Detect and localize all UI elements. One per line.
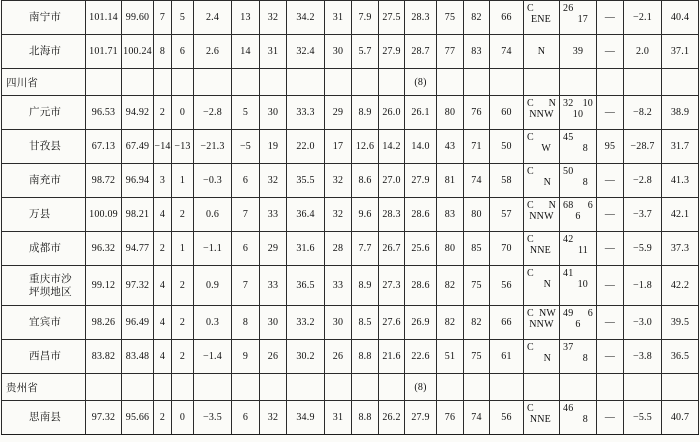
missing-indicator-cell: — [597, 35, 624, 69]
value-cell: 30.2 [287, 340, 325, 374]
wind-speed-cell: 39 [560, 35, 597, 69]
value-cell: 32 [325, 164, 352, 198]
value-cell: −14 [154, 130, 172, 164]
value-cell: 82 [437, 306, 464, 340]
value-cell: 33.2 [287, 306, 325, 340]
city-name-cell: 南充市 [2, 164, 86, 198]
value-cell: 7.9 [352, 1, 379, 35]
max-temperature-cell: 40.4 [662, 1, 699, 35]
value-cell: 33 [260, 266, 287, 306]
value-cell: 95.66 [122, 401, 154, 435]
max-temperature-cell: 37.1 [662, 35, 699, 69]
city-name-cell: 思南县 [2, 401, 86, 435]
value-cell: 27.9 [405, 164, 437, 198]
value-cell: 8.5 [352, 306, 379, 340]
value-cell [352, 69, 379, 96]
value-cell: 94.77 [122, 232, 154, 266]
value-cell [325, 69, 352, 96]
value-cell: 77 [437, 35, 464, 69]
value-cell: 60 [490, 96, 524, 130]
value-cell: 80 [464, 198, 490, 232]
wind-direction-cell: C W [524, 130, 560, 164]
value-cell: 28.6 [405, 198, 437, 232]
missing-indicator-cell: — [597, 340, 624, 374]
value-cell: 25.6 [405, 232, 437, 266]
value-cell [172, 69, 194, 96]
climate-data-table [1, 0, 699, 435]
missing-indicator-cell: 95 [597, 130, 624, 164]
value-cell: 97.32 [122, 266, 154, 306]
value-cell [490, 374, 524, 401]
min-temperature-cell [624, 374, 662, 401]
value-cell: (8) [405, 374, 437, 401]
value-cell: 2.6 [194, 35, 232, 69]
value-cell: 83.82 [86, 340, 122, 374]
value-cell [232, 69, 260, 96]
value-cell: 6 [232, 232, 260, 266]
value-cell: 27.3 [379, 266, 405, 306]
value-cell: 0.6 [194, 198, 232, 232]
value-cell: 2 [154, 96, 172, 130]
min-temperature-cell: −5.5 [624, 401, 662, 435]
value-cell: 28.3 [405, 1, 437, 35]
value-cell: 26 [325, 340, 352, 374]
value-cell: 34.9 [287, 401, 325, 435]
value-cell: 33 [325, 266, 352, 306]
value-cell: −5 [232, 130, 260, 164]
value-cell: 6 [172, 35, 194, 69]
max-temperature-cell: 37.3 [662, 232, 699, 266]
min-temperature-cell [624, 69, 662, 96]
value-cell: 26.1 [405, 96, 437, 130]
value-cell: 8 [232, 306, 260, 340]
value-cell: 2 [172, 266, 194, 306]
value-cell: 7.7 [352, 232, 379, 266]
value-cell: 4 [154, 266, 172, 306]
wind-speed-cell: 50 8 [560, 164, 597, 198]
value-cell: 8 [154, 35, 172, 69]
value-cell: 30 [325, 306, 352, 340]
missing-indicator-cell: — [597, 164, 624, 198]
value-cell: 83.48 [122, 340, 154, 374]
wind-direction-cell: C N [524, 266, 560, 306]
value-cell [172, 374, 194, 401]
city-name-cell: 重庆市沙坪坝地区 [2, 266, 86, 306]
min-temperature-cell: −2.1 [624, 1, 662, 35]
missing-indicator-cell: — [597, 266, 624, 306]
value-cell: 57 [490, 198, 524, 232]
wind-direction-cell: C NW NNW [524, 306, 560, 340]
value-cell: 1 [172, 164, 194, 198]
city-row [2, 96, 699, 130]
value-cell: 2 [172, 340, 194, 374]
wind-speed-cell: 32 10 10 [560, 96, 597, 130]
value-cell: 8.9 [352, 266, 379, 306]
value-cell: 32 [260, 401, 287, 435]
value-cell [260, 374, 287, 401]
value-cell: 32 [325, 198, 352, 232]
value-cell: 7 [154, 1, 172, 35]
value-cell [352, 374, 379, 401]
value-cell: 99.60 [122, 1, 154, 35]
city-name-cell: 北海市 [2, 35, 86, 69]
value-cell: 85 [464, 232, 490, 266]
value-cell: 19 [260, 130, 287, 164]
value-cell: 81 [437, 164, 464, 198]
wind-speed-cell: 49 6 6 [560, 306, 597, 340]
value-cell [325, 374, 352, 401]
value-cell [464, 69, 490, 96]
value-cell: 8.9 [352, 96, 379, 130]
value-cell: 83 [437, 198, 464, 232]
value-cell [154, 374, 172, 401]
value-cell: 33.3 [287, 96, 325, 130]
value-cell: 30 [260, 96, 287, 130]
value-cell: 56 [490, 401, 524, 435]
value-cell: 100.24 [122, 35, 154, 69]
missing-indicator-cell: — [597, 198, 624, 232]
value-cell: 96.94 [122, 164, 154, 198]
value-cell: 80 [437, 232, 464, 266]
city-row [2, 306, 699, 340]
wind-speed-cell [560, 69, 597, 96]
missing-indicator-cell: — [597, 96, 624, 130]
value-cell [260, 69, 287, 96]
value-cell: 27.9 [379, 35, 405, 69]
max-temperature-cell: 42.1 [662, 198, 699, 232]
value-cell: 0 [172, 96, 194, 130]
province-row [2, 374, 699, 401]
value-cell: −0.3 [194, 164, 232, 198]
value-cell: 22.0 [287, 130, 325, 164]
missing-indicator-cell: — [597, 306, 624, 340]
min-temperature-cell: −3.7 [624, 198, 662, 232]
value-cell: −1.1 [194, 232, 232, 266]
city-name-cell: 广元市 [2, 96, 86, 130]
value-cell: 8.8 [352, 401, 379, 435]
min-temperature-cell: 2.0 [624, 35, 662, 69]
value-cell: 43 [437, 130, 464, 164]
value-cell: 76 [464, 96, 490, 130]
value-cell [154, 69, 172, 96]
value-cell: 4 [154, 198, 172, 232]
value-cell [437, 69, 464, 96]
city-row [2, 35, 699, 69]
value-cell: 82 [464, 306, 490, 340]
value-cell: 58 [490, 164, 524, 198]
value-cell: 32 [260, 1, 287, 35]
city-row [2, 266, 699, 306]
province-row [2, 69, 699, 96]
wind-speed-cell: 45 8 [560, 130, 597, 164]
value-cell: 82 [437, 266, 464, 306]
value-cell: 74 [464, 401, 490, 435]
city-row [2, 1, 699, 35]
wind-direction-cell: C ENE [524, 1, 560, 35]
wind-direction-cell: C NNE [524, 232, 560, 266]
value-cell: 97.32 [86, 401, 122, 435]
value-cell: 101.14 [86, 1, 122, 35]
value-cell: 31 [325, 401, 352, 435]
value-cell: 99.12 [86, 266, 122, 306]
value-cell: 4 [154, 340, 172, 374]
value-cell: −1.4 [194, 340, 232, 374]
value-cell: −21.3 [194, 130, 232, 164]
value-cell: 100.09 [86, 198, 122, 232]
value-cell: 94.92 [122, 96, 154, 130]
city-row [2, 164, 699, 198]
city-row [2, 198, 699, 232]
value-cell: 66 [490, 306, 524, 340]
value-cell: 30 [260, 306, 287, 340]
wind-direction-cell: C N NNW [524, 96, 560, 130]
value-cell: 28.3 [379, 198, 405, 232]
value-cell: 8.8 [352, 340, 379, 374]
value-cell: 70 [490, 232, 524, 266]
value-cell: 98.26 [86, 306, 122, 340]
value-cell [287, 374, 325, 401]
value-cell: 34.2 [287, 1, 325, 35]
city-name-cell: 南宁市 [2, 1, 86, 35]
value-cell: 27.0 [379, 164, 405, 198]
value-cell: 7 [232, 266, 260, 306]
wind-direction-cell: N [524, 35, 560, 69]
wind-direction-cell: C N [524, 164, 560, 198]
value-cell: 6 [232, 401, 260, 435]
wind-direction-cell: C N NNW [524, 198, 560, 232]
value-cell: 83 [464, 35, 490, 69]
value-cell: 28.6 [405, 266, 437, 306]
value-cell [86, 69, 122, 96]
max-temperature-cell [662, 374, 699, 401]
wind-direction-cell: C NNE [524, 401, 560, 435]
value-cell: 0.9 [194, 266, 232, 306]
value-cell: 13 [232, 1, 260, 35]
value-cell [122, 374, 154, 401]
city-row [2, 401, 699, 435]
value-cell [232, 374, 260, 401]
value-cell: 17 [325, 130, 352, 164]
value-cell: 14.0 [405, 130, 437, 164]
value-cell: 36.5 [287, 266, 325, 306]
value-cell: 2 [172, 198, 194, 232]
value-cell: 32.4 [287, 35, 325, 69]
wind-speed-cell: 46 8 [560, 401, 597, 435]
value-cell: 71 [464, 130, 490, 164]
value-cell: 14 [232, 35, 260, 69]
max-temperature-cell: 31.7 [662, 130, 699, 164]
min-temperature-cell: −1.8 [624, 266, 662, 306]
value-cell: 2 [154, 232, 172, 266]
max-temperature-cell: 41.3 [662, 164, 699, 198]
min-temperature-cell: −8.2 [624, 96, 662, 130]
value-cell [194, 69, 232, 96]
value-cell: 67.13 [86, 130, 122, 164]
value-cell: 51 [437, 340, 464, 374]
min-temperature-cell: −3.0 [624, 306, 662, 340]
missing-indicator-cell [597, 69, 624, 96]
value-cell: 31.6 [287, 232, 325, 266]
value-cell: 28 [325, 232, 352, 266]
value-cell: 5 [172, 1, 194, 35]
value-cell [379, 69, 405, 96]
wind-speed-cell: 41 10 [560, 266, 597, 306]
value-cell: 66 [490, 1, 524, 35]
value-cell: 2.4 [194, 1, 232, 35]
value-cell: 96.49 [122, 306, 154, 340]
wind-speed-cell: 42 11 [560, 232, 597, 266]
value-cell: 96.53 [86, 96, 122, 130]
missing-indicator-cell: — [597, 401, 624, 435]
value-cell: 14.2 [379, 130, 405, 164]
wind-speed-cell: 37 8 [560, 340, 597, 374]
max-temperature-cell: 38.9 [662, 96, 699, 130]
value-cell: 12.6 [352, 130, 379, 164]
value-cell: 30 [325, 35, 352, 69]
city-name-cell: 成都市 [2, 232, 86, 266]
value-cell: 27.5 [379, 1, 405, 35]
value-cell: 36.4 [287, 198, 325, 232]
min-temperature-cell: −28.7 [624, 130, 662, 164]
value-cell: 29 [325, 96, 352, 130]
value-cell: 22.6 [405, 340, 437, 374]
province-name-cell: 贵州省 [2, 374, 86, 401]
max-temperature-cell: 40.7 [662, 401, 699, 435]
value-cell: 33 [260, 198, 287, 232]
value-cell: 2 [154, 401, 172, 435]
value-cell: 75 [464, 340, 490, 374]
city-name-cell: 宜宾市 [2, 306, 86, 340]
value-cell: 50 [490, 130, 524, 164]
missing-indicator-cell: — [597, 232, 624, 266]
value-cell: 5.7 [352, 35, 379, 69]
min-temperature-cell: −3.8 [624, 340, 662, 374]
missing-indicator-cell [597, 374, 624, 401]
value-cell: 26.0 [379, 96, 405, 130]
city-name-cell: 西昌市 [2, 340, 86, 374]
value-cell: 3 [154, 164, 172, 198]
value-cell: 96.32 [86, 232, 122, 266]
value-cell [122, 69, 154, 96]
value-cell: 1 [172, 232, 194, 266]
value-cell: 26.2 [379, 401, 405, 435]
value-cell: 26.7 [379, 232, 405, 266]
value-cell: 9 [232, 340, 260, 374]
missing-indicator-cell: — [597, 1, 624, 35]
wind-direction-cell [524, 69, 560, 96]
city-name-cell: 万县 [2, 198, 86, 232]
value-cell: 35.5 [287, 164, 325, 198]
value-cell: 29 [260, 232, 287, 266]
value-cell: 56 [490, 266, 524, 306]
province-name-cell: 四川省 [2, 69, 86, 96]
value-cell: 2 [172, 306, 194, 340]
max-temperature-cell: 42.2 [662, 266, 699, 306]
value-cell: 7 [232, 198, 260, 232]
min-temperature-cell: −2.8 [624, 164, 662, 198]
value-cell: −2.8 [194, 96, 232, 130]
value-cell: 0.3 [194, 306, 232, 340]
value-cell: −13 [172, 130, 194, 164]
value-cell [287, 69, 325, 96]
value-cell [194, 374, 232, 401]
value-cell [379, 374, 405, 401]
value-cell: 74 [490, 35, 524, 69]
value-cell: 98.21 [122, 198, 154, 232]
wind-direction-cell [524, 374, 560, 401]
value-cell: 61 [490, 340, 524, 374]
wind-direction-cell: C N [524, 340, 560, 374]
value-cell: 27.9 [405, 401, 437, 435]
value-cell [437, 374, 464, 401]
max-temperature-cell: 36.5 [662, 340, 699, 374]
value-cell: 98.72 [86, 164, 122, 198]
table-body [2, 1, 699, 435]
max-temperature-cell [662, 69, 699, 96]
value-cell: 0 [172, 401, 194, 435]
value-cell: 101.71 [86, 35, 122, 69]
value-cell [464, 374, 490, 401]
value-cell: 28.7 [405, 35, 437, 69]
wind-speed-cell: 68 6 6 [560, 198, 597, 232]
city-name-cell: 甘孜县 [2, 130, 86, 164]
value-cell: 82 [464, 1, 490, 35]
city-row [2, 130, 699, 164]
value-cell [490, 69, 524, 96]
value-cell: 75 [437, 1, 464, 35]
max-temperature-cell: 39.5 [662, 306, 699, 340]
value-cell [86, 374, 122, 401]
value-cell: 8.6 [352, 164, 379, 198]
value-cell: 4 [154, 306, 172, 340]
city-row [2, 340, 699, 374]
value-cell: 26.9 [405, 306, 437, 340]
value-cell: 26 [260, 340, 287, 374]
value-cell: −3.5 [194, 401, 232, 435]
value-cell: 27.6 [379, 306, 405, 340]
value-cell: 6 [232, 164, 260, 198]
value-cell: 9.6 [352, 198, 379, 232]
wind-speed-cell [560, 374, 597, 401]
value-cell: 5 [232, 96, 260, 130]
value-cell: (8) [405, 69, 437, 96]
wind-speed-cell: 26 17 [560, 1, 597, 35]
value-cell: 74 [464, 164, 490, 198]
value-cell: 31 [325, 1, 352, 35]
value-cell: 32 [260, 164, 287, 198]
value-cell: 21.6 [379, 340, 405, 374]
value-cell: 75 [464, 266, 490, 306]
value-cell: 67.49 [122, 130, 154, 164]
value-cell: 31 [260, 35, 287, 69]
city-row [2, 232, 699, 266]
value-cell: 76 [437, 401, 464, 435]
min-temperature-cell: −5.9 [624, 232, 662, 266]
value-cell: 80 [437, 96, 464, 130]
